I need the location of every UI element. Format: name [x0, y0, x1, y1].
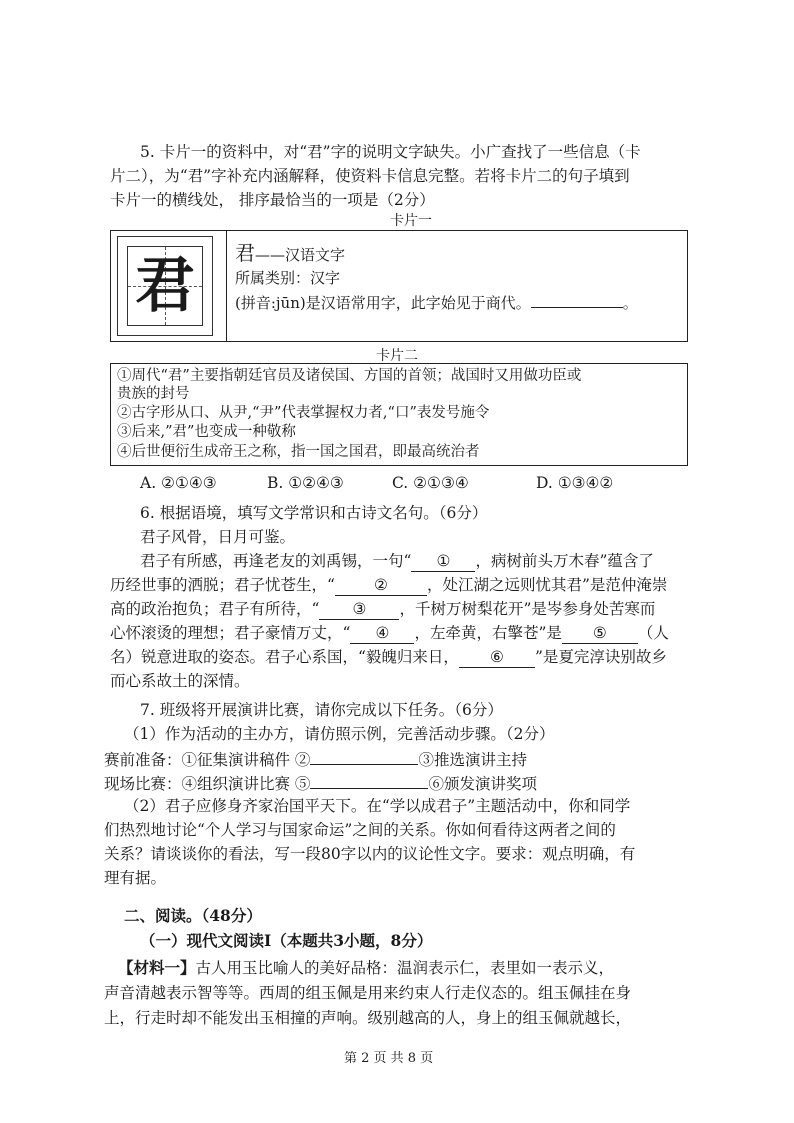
- q7-blank-2: [310, 748, 418, 765]
- card2-s3: ③后来,”君”也变成一种敬称: [117, 424, 296, 440]
- material-line1: 古人用玉比喻人的美好品格：温润表示仁，表里如一表示义，: [195, 959, 615, 977]
- q6-p6: 而心系故土的深情。: [110, 672, 250, 690]
- material-line3: 上，行走时却不能发出玉相撞的声响。级别越高的人，身上的组玉佩就越长，: [104, 1009, 632, 1027]
- q6-p3a: 高的政治抱负；君子有所待，“: [110, 600, 320, 618]
- card1-heading-rest: ——汉语文字: [255, 246, 346, 264]
- card2-title: 卡片二: [376, 348, 418, 364]
- q5-option-c: C. ②①③④: [392, 474, 469, 492]
- card2-s4: ④后世便衍生成帝王之称，指一国之国君，即最高统治者: [117, 444, 480, 460]
- card1-heading-char: 君: [235, 241, 255, 265]
- q6-p1b: ，病树前头万木春”蕴含了: [475, 552, 654, 570]
- card1: [110, 230, 688, 342]
- q7-sub2c: 关系？请谈谈你的看法，写一段80字以内的议论性文字。要求：观点明确，有: [104, 845, 636, 863]
- page-footer: 第 2 页 共 8 页: [344, 1051, 434, 1066]
- card1-blank: [531, 293, 623, 308]
- q7-sub1: （1）作为活动的主办方，请仿照示例，完善活动步骤。（2分）: [124, 725, 555, 743]
- q7-sub2a: （2）君子应修身齐家治国平天下。在“学以成君子”主题活动中，你和同学: [124, 797, 631, 815]
- q5-option-b: B. ①②④③: [267, 474, 344, 492]
- q7-sub2d: 理有据。: [104, 869, 167, 887]
- q6-p5b: ”是夏完淳诀别故乡: [534, 648, 667, 666]
- q6-p5: 名）锐意进取的姿态。君子心系国，“毅魄归来日，: [110, 648, 459, 666]
- q6-p4b: ，左牵黄，右擎苍”是: [414, 624, 562, 642]
- q6-blank-6: ⑥: [459, 647, 535, 668]
- q6-p2b: ，处江湖之远则忧其君”是范仲淹崇: [426, 576, 668, 594]
- q7-live-b: ⑥颁发演讲奖项: [428, 775, 537, 793]
- q7-sub2b: 们热烈地讨论“个人学习与国家命运”之间的关系。你如何看待这两者之间的: [104, 821, 616, 839]
- material-line2: 声音清越表示智等等。西周的组玉佩是用来约束人行走仪态的。组玉佩挂在身: [104, 984, 632, 1002]
- q7-live-a: 现场比赛：④组织演讲比赛 ⑤: [104, 775, 311, 793]
- q6-p2a: 历经世事的洒脱；君子忧苍生，“: [110, 576, 335, 594]
- q6-p3b: ，千树万树梨花开”是岑参身处苦寒而: [399, 600, 656, 618]
- q7-prep-b: ③推选演讲主持: [418, 751, 527, 769]
- q5-line3: 卡片一的横线处， 排序最恰当的一项是（2分）: [110, 191, 435, 209]
- glyph-frame: [117, 236, 213, 336]
- card1-title: 卡片一: [390, 213, 432, 229]
- q6-blank-5: ⑤: [562, 623, 638, 644]
- q5-line2: 片二），为“君”字补充内涵解释，使资料卡信息完整。若将卡片二的句子填到: [110, 167, 630, 185]
- q5-line1: 5. 卡片一的资料中，对“君”字的说明文字缺失。小广查找了一些信息（卡: [140, 143, 641, 161]
- q7-blank-5: [310, 772, 428, 789]
- q6-subtitle: 君子风骨，日月可鉴。: [140, 528, 296, 546]
- q6-p1a: 君子有所感，再逢老友的刘禹锡，一句“: [140, 552, 412, 570]
- q5-option-d: D. ①③④②: [536, 474, 614, 492]
- glyph-jun: 君: [135, 251, 195, 321]
- glyph-grid: [127, 246, 203, 326]
- q6-p4c: （人: [637, 624, 669, 642]
- q5-option-a: A. ②①④③: [140, 474, 217, 492]
- card2-s1a: ①周代“君”主要指朝廷官员及诸侯国、方国的首领；战国时又用做功臣或: [117, 368, 582, 384]
- part2-sub: （一）现代文阅读Ⅰ（本题共3小题，8分）: [140, 931, 433, 950]
- card1-category: 所属类别：汉字: [235, 269, 341, 287]
- q6-blank-1: ①: [411, 551, 475, 572]
- card1-end: 。: [622, 294, 638, 312]
- q7-prep-a: 赛前准备：①征集演讲稿件 ②: [104, 751, 311, 769]
- card2: [110, 363, 688, 466]
- card1-pinyin: (拼音:jūn)是汉语常用字，此字始见于商代。: [235, 294, 531, 312]
- part2-heading: 二、阅读。（48分）: [124, 906, 262, 925]
- q6-blank-3: ③: [319, 599, 399, 620]
- material-label: 【材料一】: [118, 958, 196, 977]
- q6-title: 6. 根据语境，填写文学常识和古诗文名句。（6分）: [140, 504, 488, 522]
- q6-p4a: 心怀滚烫的理想；君子豪情万丈，“: [110, 624, 351, 642]
- card2-s1b: 贵族的封号: [117, 386, 190, 402]
- card2-s2: ②古字形从口、从尹,“尹”代表掌握权力者,“口”表发号施令: [117, 405, 490, 421]
- q6-blank-2: ②: [335, 575, 427, 596]
- q6-blank-4: ④: [350, 623, 414, 644]
- q7-title: 7. 班级将开展演讲比赛，请你完成以下任务。（6分）: [140, 701, 503, 719]
